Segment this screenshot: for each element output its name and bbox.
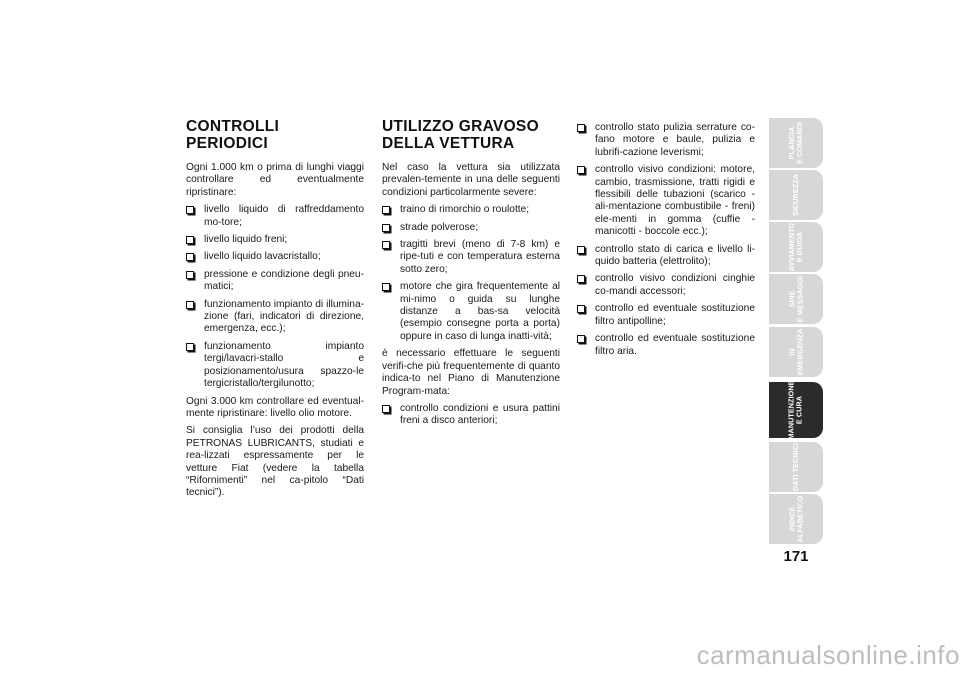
list-item: controllo stato di carica e livello li-quido batteria (elettrolito); <box>577 244 755 269</box>
checkbox-bullet-icon <box>577 246 585 254</box>
column-controlli-periodici <box>186 118 364 505</box>
chapter-tabs <box>769 0 823 679</box>
list-item: funzionamento impianto di illumina-zione (fari, indicatori di direzione, emergenza, ecc.); <box>186 299 364 336</box>
tab-plancia-e-comandi[interactable]: PLANCIA E COMANDI <box>769 118 823 168</box>
list-item: controllo visivo condizioni cinghie co-mandi accessori; <box>577 273 755 298</box>
intro-paragraph: Nel caso la vettura sia utilizzata prevalen-temente in una delle seguenti condizioni particolarmente severe: <box>382 162 560 198</box>
list-item: controllo ed eventuale sostituzione filtro antipolline; <box>577 303 755 328</box>
checkbox-bullet-icon <box>577 305 585 313</box>
column-checks-continued <box>577 122 755 363</box>
page-number: 171 <box>783 548 809 565</box>
list-item: controllo visivo condizioni: motore, cambio, trasmissione, tratti rigidi e flessibili delle tubazioni (scarico - ali-mentazione combustibile - freni) ele-menti in gomma (cuffie - manicotti - boccole ecc.); <box>577 164 755 238</box>
checkbox-bullet-icon <box>577 124 585 132</box>
list-item: livello liquido di raffreddamento mo-tore; <box>186 204 364 229</box>
list-item: controllo condizioni e usura pattini freni a disco anteriori; <box>382 403 560 428</box>
list-item: funzionamento impianto tergi/lavacri-stallo e posizionamento/usura spazzo-le tergicristallo/tergilunotto; <box>186 341 364 391</box>
checkbox-bullet-icon <box>186 253 194 261</box>
tab-sicurezza[interactable]: SICUREZZA <box>769 170 823 220</box>
paragraph-lubricants: Si consiglia l’uso dei prodotti della PETRONAS LUBRICANTS, studiati e rea-lizzati espressamente per le vetture Fiat (vedere la tabella “Rifornimenti” nel ca-pitolo “Dati tecnici”). <box>186 425 364 499</box>
checkbox-bullet-icon <box>577 166 585 174</box>
checkbox-bullet-icon <box>382 283 390 291</box>
section-title-controlli: CONTROLLI PERIODICI <box>186 118 280 152</box>
checkbox-bullet-icon <box>186 206 194 214</box>
checkbox-bullet-icon <box>382 224 390 232</box>
list-item: controllo stato pulizia serrature co-fano motore e baule, pulizia e lubrifi-cazione leverismi; <box>577 122 755 159</box>
checklist <box>186 204 364 390</box>
tab-dati-tecnici[interactable]: DATI TECNICI <box>769 442 823 492</box>
paragraph-verifiche: è necessario effettuare le seguenti verifi-che più frequentemente di quanto indica-to nel Piano di Manutenzione Program-mata: <box>382 348 560 397</box>
tab-in-emergenza[interactable]: IN EMERGENZA <box>769 327 823 377</box>
checks-list <box>382 403 560 428</box>
checks-list-continued <box>577 122 755 358</box>
tab-manutenzione-e-cura[interactable]: MANUTENZIONE E CURA <box>769 382 823 438</box>
checkbox-bullet-icon <box>186 343 194 351</box>
checkbox-bullet-icon <box>577 335 585 343</box>
intro-paragraph: Ogni 1.000 km o prima di lunghi viaggi controllare ed eventualmente ripristinare: <box>186 162 364 198</box>
list-item: pressione e condizione degli pneu-matici; <box>186 269 364 294</box>
list-item: livello liquido freni; <box>186 234 364 246</box>
checkbox-bullet-icon <box>577 275 585 283</box>
list-item: motore che gira frequentemente al mi-nimo o guida su lunghe distanze a bas-sa velocità (esempio consegne porta a porta) oppure in caso di lunga inatti-vità; <box>382 281 560 343</box>
checkbox-bullet-icon <box>382 206 390 214</box>
list-item: tragitti brevi (meno di 7-8 km) e ripe-tuti e con temperatura esterna sotto zero; <box>382 239 560 276</box>
checkbox-bullet-icon <box>382 241 390 249</box>
conditions-list <box>382 204 560 343</box>
list-item: controllo ed eventuale sostituzione filtro aria. <box>577 333 755 358</box>
list-item: livello liquido lavacristallo; <box>186 251 364 263</box>
checkbox-bullet-icon <box>186 301 194 309</box>
tab-avviamento-e-guida[interactable]: AVVIAMENTO E GUIDA <box>769 222 823 272</box>
list-item: strade polverose; <box>382 222 560 234</box>
watermark: carmanualsonline.info <box>696 640 960 670</box>
checkbox-bullet-icon <box>186 236 194 244</box>
tab-spie-e-messaggi[interactable]: SPIE E MESSAGGI <box>769 274 823 324</box>
checkbox-bullet-icon <box>382 405 390 413</box>
list-item: traino di rimorchio o roulotte; <box>382 204 560 216</box>
tab-indice-alfabetico[interactable]: INDICE ALFABETICO <box>769 494 823 544</box>
column-utilizzo-gravoso <box>382 118 560 433</box>
paragraph-3000km: Ogni 3.000 km controllare ed eventual-mente ripristinare: livello olio motore. <box>186 395 364 419</box>
checkbox-bullet-icon <box>186 271 194 279</box>
section-title-utilizzo: UTILIZZO GRAVOSO DELLA VETTURA <box>382 118 539 152</box>
